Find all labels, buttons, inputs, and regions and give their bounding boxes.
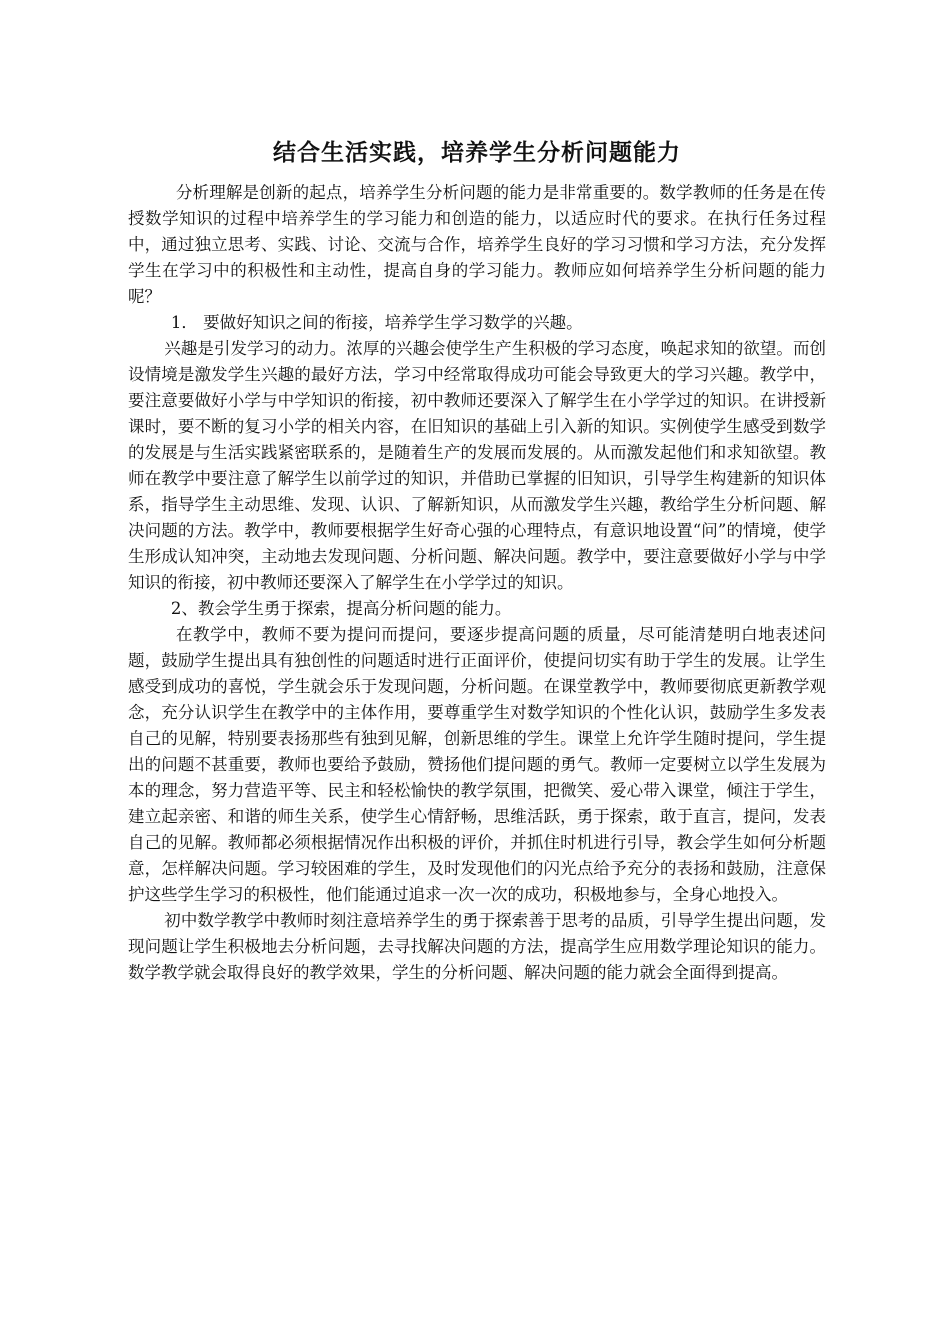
paragraph-conclusion: 初中数学教学中教师时刻注意培养学生的勇于探索善于思考的品质，引导学生提出问题，发现问题让学生积极地去分析问题，去寻找解决问题的方法，提高学生应用数学理论知识的能力。数学教学就会取得良好的教学效果，学生的分析问题、解决问题的能力就会全面得到提高。	[128, 911, 826, 982]
document-page	[128, 138, 826, 986]
document-title: 结合生活实践，培养学生分析问题能力	[273, 140, 681, 166]
paragraph-interest: 兴趣是引发学习的动力。浓厚的兴趣会使学生产生积极的学习态度，唤起求知的欲望。而创设情境是激发学生兴趣的最好方法，学习中经常取得成功可能会导致更大的学习兴趣。教学中，要注意要做好小学与中学知识的衔接，初中教师还要深入了解学生在小学学过的知识。在讲授新课时，要不断的复习小学的相关内容，在旧知识的基础上引入新的知识。实例使学生感受到数学的发展是与生活实践紧密联系的，是随着生产的发展而发展的。从而激发起他们和求知欲望。教师在教学中要注意了解学生以前学过的知识，并借助已掌握的旧知识，引导学生构建新的知识体系，指导学生主动思维、发现、认识、了解新知识，从而激发学生兴趣，教给学生分析问题、解决问题的方法。教学中，教师要根据学生好奇心强的心理特点，有意识地设置“问”的情境，使学生形成认知冲突，主动地去发现问题、分析问题、解决问题。教学中，要注意要做好小学与中学知识的衔接，初中教师还要深入了解学生在小学学过的知识。	[128, 339, 826, 592]
paragraph-explore: 在教学中，教师不要为提问而提问，要逐步提高问题的质量，尽可能清楚明白地表述问题，鼓励学生提出具有独创性的问题适时进行正面评价，使提问切实有助于学生的发展。让学生感受到成功的喜悦，学生就会乐于发现问题，分析问题。在课堂教学中，教师要彻底更新教学观念，充分认识学生在教学中的主体作用，要尊重学生对数学知识的个性化认识，鼓励学生多发表自己的见解，特别要表扬那些有独到见解，创新思维的学生。课堂上允许学生随时提问，学生提出的问题不甚重要，教师也要给予鼓励，赞扬他们提问题的勇气。教师一定要树立以学生发展为本的理念，努力营造平等、民主和轻松愉快的教学氛围，把微笑、爱心带入课堂，倾注于学生，建立起亲密、和谐的师生关系，使学生心情舒畅，思维活跃，勇于探索，敢于直言，提问，发表自己的见解。教师都必须根据情况作出积极的评价，并抓住时机进行引导，教会学生如何分析题意，怎样解决问题。学习较困难的学生，及时发现他们的闪光点给予充分的表扬和鼓励，注意保护这些学生学习的积极性，他们能通过追求一次一次的成功，积极地参与，全身心地投入。	[128, 625, 826, 904]
section-heading-2: 2、教会学生勇于探索，提高分析问题的能力。	[170, 599, 512, 618]
paragraph-intro: 分析理解是创新的起点，培养学生分析问题的能力是非常重要的。数学教师的任务是在传授数学知识的过程中培养学生的学习能力和创造的能力，以适应时代的要求。在执行任务过程中，通过独立思考、实践、讨论、交流与合作，培养学生良好的学习习惯和学习方法，充分发挥学生在学习中的积极性和主动性，提高自身的学习能力。教师应如何培养学生分析问题的能力呢？	[128, 183, 826, 306]
section-heading-1: 1． 要做好知识之间的衔接，培养学生学习数学的兴趣。	[170, 313, 583, 332]
